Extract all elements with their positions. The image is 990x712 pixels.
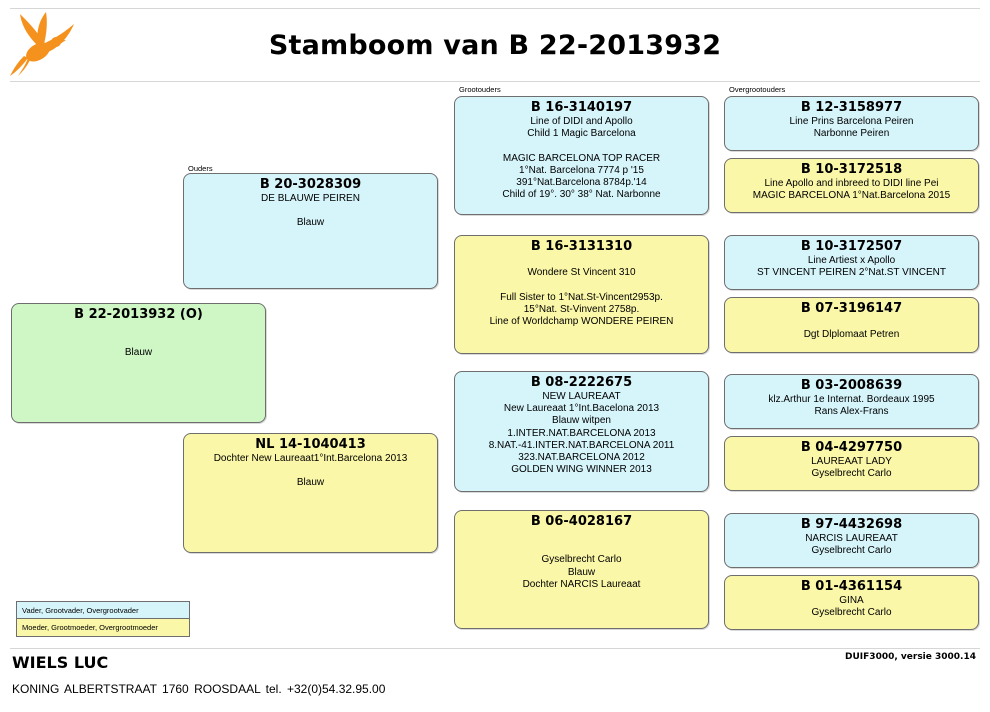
section-label-parents: Ouders bbox=[188, 164, 213, 173]
card-line: GOLDEN WING WINNER 2013 bbox=[511, 464, 652, 476]
card-line: ST VINCENT PEIREN 2°Nat.ST VINCENT bbox=[756, 267, 947, 279]
card-line: 8.NAT.-41.INTER.NAT.BARCELONA 2011 bbox=[488, 439, 675, 451]
ring-number: B 97-4432698 bbox=[800, 517, 903, 532]
header-divider bbox=[10, 81, 980, 82]
card-line bbox=[184, 465, 437, 477]
card-line: Gyselbrecht Carlo bbox=[811, 607, 892, 619]
pigeon-card-great-grandparent-2[interactable] bbox=[724, 158, 979, 213]
section-label-great-grandparents: Overgrootouders bbox=[729, 85, 786, 94]
card-line: NARCIS LAUREAAT bbox=[805, 533, 898, 544]
card-line: Child of 19°. 30° 38° Nat. Narbonne bbox=[502, 189, 661, 201]
card-line: Blauw witpen bbox=[552, 415, 611, 427]
card-line bbox=[12, 335, 265, 347]
legend-male: Vader, Grootvader, Overgrootvader bbox=[17, 602, 189, 619]
card-line: Narbonne Peiren bbox=[813, 128, 890, 140]
ring-number: B 07-3196147 bbox=[800, 301, 903, 316]
card-line: NEW LAUREAAT bbox=[542, 391, 621, 402]
pigeon-card-great-grandparent-3[interactable] bbox=[724, 235, 979, 290]
card-line: Line Apollo and inbreed to DIDI line Pei bbox=[764, 178, 939, 189]
card-line: Gyselbrecht Carlo bbox=[811, 468, 892, 480]
card-line: Line of Worldchamp WONDERE PEIREN bbox=[489, 315, 674, 327]
card-line bbox=[12, 323, 265, 335]
page-title: Stamboom van B 22-2013932 bbox=[268, 30, 722, 61]
ring-number: B 03-2008639 bbox=[800, 378, 903, 393]
ring-number: B 08-2222675 bbox=[530, 375, 633, 390]
card-line bbox=[184, 205, 437, 217]
card-line: Line of DIDI and Apollo bbox=[530, 116, 633, 127]
card-line: Child 1 Magic Barcelona bbox=[527, 128, 636, 140]
card-line: Dochter New Laureaat1°Int.Barcelona 2013 bbox=[213, 453, 408, 464]
ring-number: B 04-4297750 bbox=[800, 440, 903, 455]
card-line bbox=[455, 140, 708, 152]
card-line: MAGIC BARCELONA 1°Nat.Barcelona 2015 bbox=[752, 190, 951, 202]
pigeon-card-paternal-grandmother[interactable] bbox=[454, 235, 709, 354]
card-line: Line Prins Barcelona Peiren bbox=[789, 116, 914, 127]
legend-female: Moeder, Grootmoeder, Overgrootmoeder bbox=[17, 619, 189, 636]
card-line: Dgt Dlplomaat Petren bbox=[803, 329, 900, 341]
card-line: GINA bbox=[839, 595, 864, 606]
card-line: 1°Nat. Barcelona 7774 p '15 bbox=[519, 164, 644, 176]
card-line: LAUREAAT LADY bbox=[811, 456, 892, 467]
pigeon-card-paternal-grandfather[interactable] bbox=[454, 96, 709, 215]
card-line: Wondere St Vincent 310 bbox=[527, 267, 636, 279]
ring-number: B 01-4361154 bbox=[800, 579, 903, 594]
card-line: 1.INTER.NAT.BARCELONA 2013 bbox=[507, 427, 656, 439]
card-line: Blauw bbox=[296, 217, 325, 229]
ring-number: B 12-3158977 bbox=[800, 100, 903, 115]
card-line: Dochter NARCIS Laureaat bbox=[522, 578, 641, 590]
pigeon-card-great-grandparent-8[interactable] bbox=[724, 575, 979, 630]
card-line bbox=[455, 542, 708, 554]
pigeon-card-subject[interactable] bbox=[11, 303, 266, 423]
ring-number: B 16-3131310 bbox=[530, 239, 633, 254]
card-line: MAGIC BARCELONA TOP RACER bbox=[502, 152, 661, 164]
section-label-grandparents: Grootouders bbox=[459, 85, 501, 94]
card-line: New Laureaat 1°Int.Bacelona 2013 bbox=[503, 403, 660, 415]
pigeon-card-maternal-grandmother[interactable] bbox=[454, 510, 709, 629]
card-line: 15°Nat. St-Vinvent 2758p. bbox=[523, 303, 640, 315]
card-line: Gyselbrecht Carlo bbox=[541, 554, 622, 566]
card-line: Blauw bbox=[296, 477, 325, 489]
card-line bbox=[455, 255, 708, 267]
card-line bbox=[455, 279, 708, 291]
owner-name: WIELS LUC bbox=[12, 653, 109, 672]
card-line: klz.Arthur 1e Internat. Bordeaux 1995 bbox=[768, 394, 935, 405]
card-line: DE BLAUWE PEIREN bbox=[261, 193, 360, 204]
pigeon-card-great-grandparent-5[interactable] bbox=[724, 374, 979, 429]
pigeon-card-great-grandparent-6[interactable] bbox=[724, 436, 979, 491]
ring-number: B 20-3028309 bbox=[259, 177, 362, 192]
ring-number: B 16-3140197 bbox=[530, 100, 633, 115]
pigeon-card-father[interactable] bbox=[183, 173, 438, 289]
footer-divider bbox=[10, 648, 980, 649]
pigeon-card-great-grandparent-1[interactable] bbox=[724, 96, 979, 151]
ring-number: B 10-3172507 bbox=[800, 239, 903, 254]
ring-number: NL 14-1040413 bbox=[255, 437, 366, 452]
pigeon-card-maternal-grandfather[interactable] bbox=[454, 371, 709, 492]
card-line: Full Sister to 1°Nat.St-Vincent2953p. bbox=[500, 291, 663, 303]
card-line: Blauw bbox=[567, 566, 596, 578]
ring-number: B 22-2013932 (O) bbox=[74, 307, 203, 322]
ring-number: B 10-3172518 bbox=[800, 162, 903, 177]
pigeon-card-mother[interactable] bbox=[183, 433, 438, 553]
card-line bbox=[455, 530, 708, 542]
card-line: 323.NAT.BARCELONA 2012 bbox=[518, 452, 645, 464]
pigeon-card-great-grandparent-7[interactable] bbox=[724, 513, 979, 568]
top-divider bbox=[10, 8, 980, 9]
software-version: DUIF3000, versie 3000.14 bbox=[845, 652, 976, 662]
owner-address: KONING ALBERTSTRAAT 1760 ROOSDAAL tel. +32(0)54.32.95.00 bbox=[12, 682, 386, 696]
card-line: Line Artiest x Apollo bbox=[807, 255, 896, 266]
pigeon-card-great-grandparent-4[interactable] bbox=[724, 297, 979, 353]
card-line: Gyselbrecht Carlo bbox=[811, 545, 892, 557]
card-line bbox=[725, 317, 978, 329]
card-line: Blauw bbox=[124, 347, 153, 359]
card-line: 391°Nat.Barcelona 8784p.'14 bbox=[516, 177, 647, 188]
ring-number: B 06-4028167 bbox=[530, 514, 633, 529]
color-legend bbox=[16, 601, 190, 637]
card-line: Rans Alex-Frans bbox=[814, 406, 889, 418]
